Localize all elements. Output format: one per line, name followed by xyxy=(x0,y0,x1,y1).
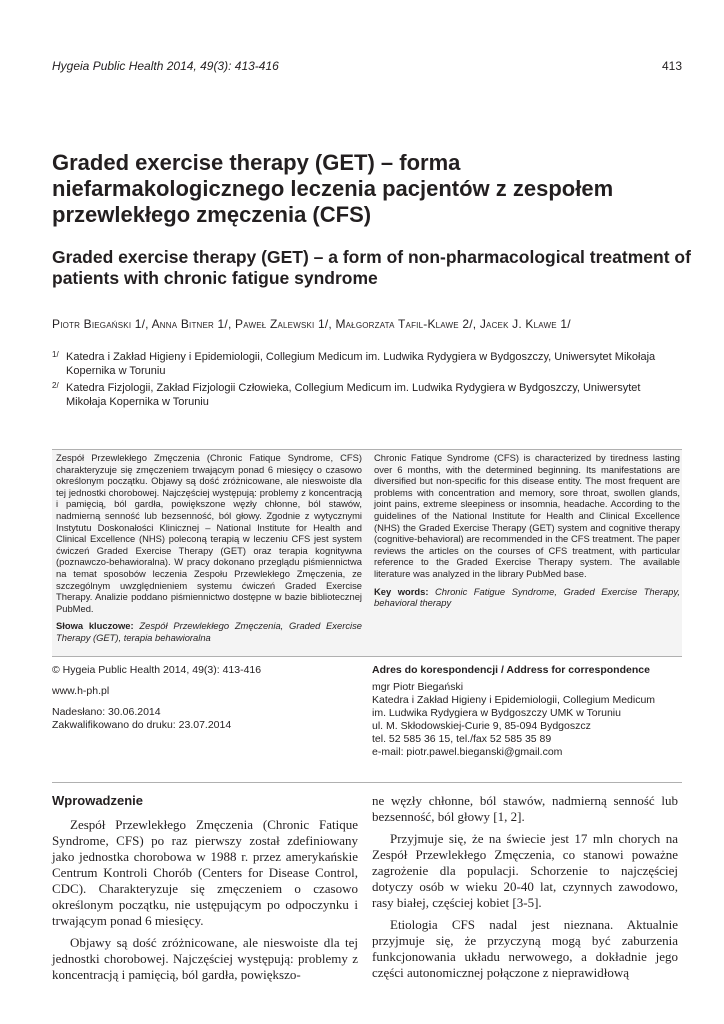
section-heading: Wprowadzenie xyxy=(52,793,144,808)
body-paragraph: Objawy są dość zróżnicowane, ale nieswoiste dla tej jednostki chorobowej. Najczęściej występują: problemy z koncentracją i pamięcią, ból gardła, powiększo- xyxy=(52,935,358,982)
article-info xyxy=(52,664,362,740)
title-polish: Graded exercise therapy (GET) – forma niefarmakologicznego leczenia pacjentów z zespołem przewlekłego zmęczenia (CFS) xyxy=(52,150,614,227)
body-paragraph: Zespół Przewlekłego Zmęczenia (Chronic Fatique Syndrome, CFS) po raz pierwszy został zdefiniowany jako jednostka chorobowa w 1988 r. przez amerykańskie Centrum Kontroli Chorób (Centers for Disease Control, CDC). Charakteryzuje się zmęczeniem o czasowo określonym początku, nie ustępującym po odpoczynku i trwającym ponad 6 miesięcy. xyxy=(52,817,358,928)
title-english: Graded exercise therapy (GET) – a form of non-pharmacological treatment of patients with chronic fatigue syndrome xyxy=(52,247,691,288)
abstract-polish xyxy=(56,452,362,644)
body-column-left xyxy=(52,793,358,989)
correspondence-line: tel. 52 585 36 15, tel./fax 52 585 35 89 xyxy=(372,733,552,745)
abstract-text: Chronic Fatique Syndrome (CFS) is characterized by tiredness lasting over 6 months, with the determined beginning. Its manifestations are diversified but non-specific for this disease entity. The most frequent are problems with concentration and memory, sore throat, swollen glands, joint pains, extreme sleepiness or insomnia, headache. According to the guidelines of the National Institute for Health and Clinical Excellence (NHS) the Graded Exercise Therapy (GET) system and cognitive therapy (cognitive-behavioral) are recommended in the CFS treatment. The paper reviews the articles on the courses of CFS treatment, with particular reference to the Graded Exercise Therapy system. The available literature was analyzed in the library PubMed base. xyxy=(374,452,680,579)
body-paragraph: ne węzły chłonne, ból stawów, nadmierną senność lub bezsenność, ból głowy [1, 2]. xyxy=(372,793,678,824)
correspondence-line: ul. M. Skłodowskiej-Curie 9, 85-094 Bydgoszcz xyxy=(372,720,591,732)
correspondence-line: Katedra i Zakład Higieny i Epidemiologii, Collegium Medicum xyxy=(372,694,656,706)
abstract-english xyxy=(374,452,680,609)
affiliation-text: Katedra i Zakład Higieny i Epidemiologii, Collegium Medicum im. Ludwika Rydygiera w Bydgoszczy, Uniwersytet Mikołaja Kopernika w Toruniu xyxy=(66,351,656,377)
author-list: Piotr Biegański 1/, Anna Bitner 1/, Paweł Zalewski 1/, Małgorzata Tafil-Klawe 2/, Jacek J. Klawe 1/ xyxy=(52,317,571,331)
body-paragraph: Przyjmuje się, że na świecie jest 17 mln chorych na Zespół Przewlekłego Zmęczenia, co stanowi poważne zagrożenie dla populacji. Schorzenie to najczęściej dotyczy osób w wieku 20-40 lat, czynnych zawodowo, rasy białej, częściej kobiet [3-5]. xyxy=(372,831,678,910)
affiliation-text: Katedra Fizjologii, Zakład Fizjologii Człowieka, Collegium Medicum im. Ludwika Rydygiera w Bydgoszczy, Uniwersytet Mikołaja Kopernika w Toruniu xyxy=(66,382,641,408)
affiliation-number: 2/ xyxy=(52,381,59,390)
keywords-english xyxy=(374,586,680,609)
keywords-list: Chronic Fatigue Syndrome, Graded Exercise Therapy, behavioral therapy xyxy=(374,585,680,609)
body-paragraph: Etiologia CFS nadal jest nieznana. Aktualnie przyjmuje się, że przyczyną mogą być zaburzenia funkcjonowania układu nerwowego, a dokładnie jego części autonomicznej połączone z nieprawidłową xyxy=(372,917,678,980)
keywords-polish xyxy=(56,620,362,643)
correspondence-email[interactable]: e-mail: piotr.pawel.bieganski@gmail.com xyxy=(372,746,563,758)
running-head: Hygeia Public Health 2014, 49(3): 413-416 xyxy=(52,59,279,73)
keywords-label: Key words: xyxy=(374,585,429,597)
correspondence-block xyxy=(372,664,682,759)
citation: © Hygeia Public Health 2014, 49(3): 413-416 xyxy=(52,664,262,676)
section-divider xyxy=(52,782,682,783)
page-number: 413 xyxy=(661,59,682,73)
website-link[interactable]: www.h-ph.pl xyxy=(52,685,110,697)
correspondence-heading: Adres do korespondencji / Address for correspondence xyxy=(372,664,650,676)
keywords-list: Zespół Przewlekłego Zmęczenia, Graded Exercise Therapy (GET), terapia behawioralna xyxy=(56,620,363,643)
affiliation-number: 1/ xyxy=(52,350,59,359)
body-column-right xyxy=(372,793,678,987)
correspondence-line: im. Ludwika Rydygiera w Bydgoszczy UMK w Toruniu xyxy=(372,707,621,719)
keywords-label: Słowa kluczowe: xyxy=(56,620,134,632)
received-date: Nadesłano: 30.06.2014 xyxy=(52,706,161,718)
accepted-date: Zakwalifikowano do druku: 23.07.2014 xyxy=(52,719,232,731)
abstract-text: Zespół Przewlekłego Zmęczenia (Chronic Fatique Syndrome, CFS) charakteryzuje się zmęczeniem trwającym ponad 6 miesięcy o czasowo określonym początku. Objawy są dość zróżnicowane, ale nieswoiste dla tej jednostki chorobowej. Najczęściej występują: problemy z koncentracją i pamięcią, ból gardła, powiększone węzły chłonne, ból stawów, nadmierną senność lub bezsenność, ból głowy. Zgodnie z wytycznymi Instytutu Doskonałości Klinicznej – National Institute for Health and Clinical Excellence (NHS) poleconą terapią w leczeniu CFS jest system ćwiczeń Graded Exercise Therapy (GET) oraz terapia kognitywna (poznawczo-behawioralna). W pracy dokonano przeglądu piśmiennictwa na temat sposobów leczenia Zespołu Przewlekłego Zmęczenia, ze szczególnym uwzględnieniem systemu ćwiczeń Graded Exercise Therapy. Analizie poddano piśmiennictwo dostępne w bazie bibliotecznej PubMed. xyxy=(56,452,362,614)
correspondence-line: mgr Piotr Biegański xyxy=(372,681,464,693)
